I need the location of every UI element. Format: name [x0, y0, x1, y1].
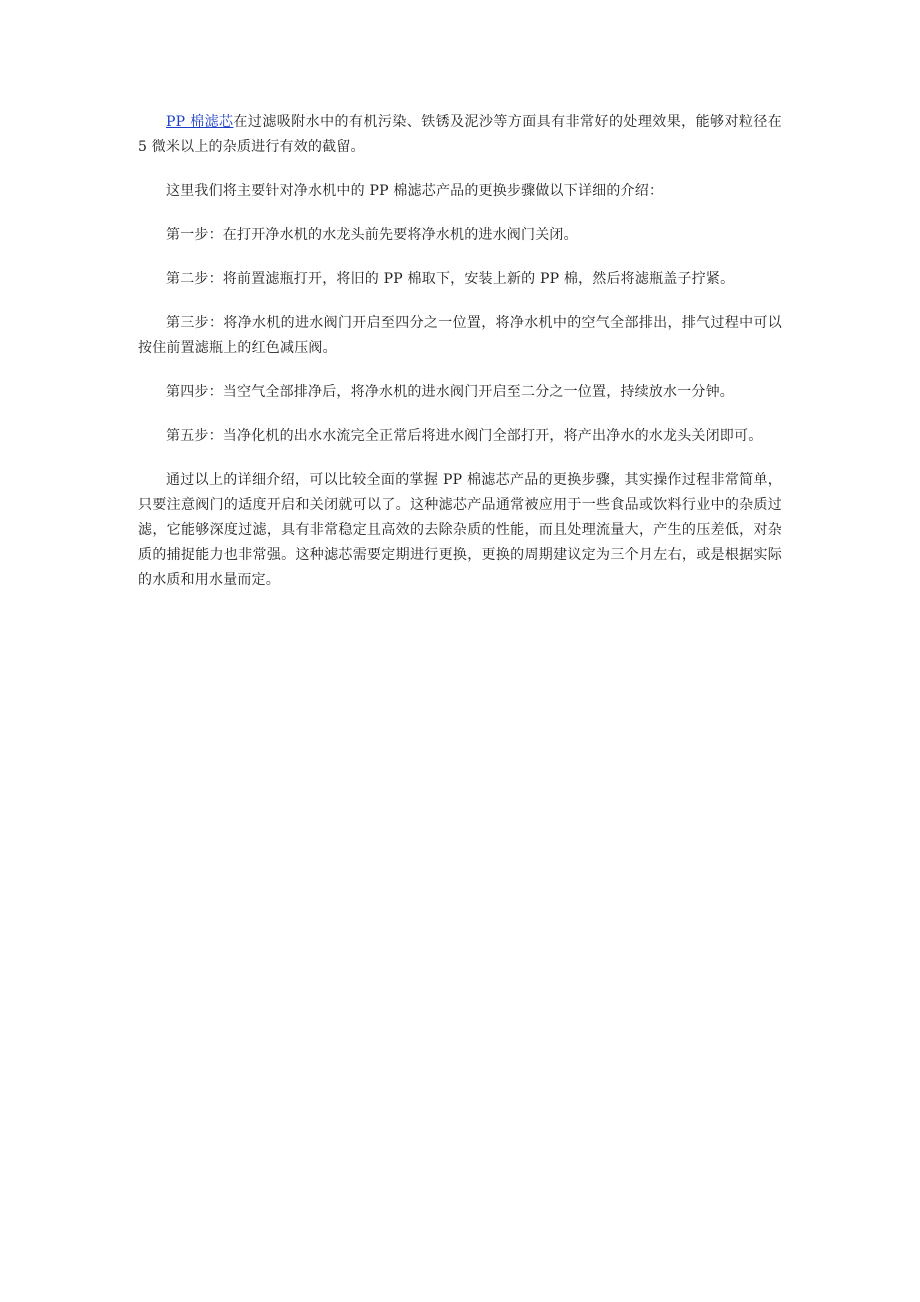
step-three-paragraph: 第三步：将净水机的进水阀门开启至四分之一位置，将净水机中的空气全部排出，排气过程中可以按住前置滤瓶上的红色减压阀。	[138, 315, 782, 356]
pp-filter-link[interactable]: PP 棉滤芯	[166, 114, 234, 130]
step-five-paragraph: 第五步：当净化机的出水水流完全正常后将进水阀门全部打开，将产出净水的水龙头关闭即可。	[166, 428, 763, 444]
step-four-paragraph: 第四步：当空气全部排净后，将净水机的进水阀门开启至二分之一位置，持续放水一分钟。	[166, 384, 734, 400]
intro-paragraph	[138, 110, 782, 160]
step-two-paragraph: 第二步：将前置滤瓶打开，将旧的 PP 棉取下，安装上新的 PP 棉，然后将滤瓶盖子拧紧。	[166, 271, 735, 287]
step-one-paragraph: 第一步：在打开净水机的水龙头前先要将净水机的进水阀门关闭。	[166, 227, 578, 243]
overview-paragraph: 这里我们将主要针对净水机中的 PP 棉滤芯产品的更换步骤做以下详细的介绍：	[166, 183, 664, 199]
summary-paragraph: 通过以上的详细介绍，可以比较全面的掌握 PP 棉滤芯产品的更换步骤，其实操作过程非常简单，只要注意阀门的适度开启和关闭就可以了。这种滤芯产品通常被应用于一些食品或饮料行业中的杂质过滤，它能够深度过滤，具有非常稳定且高效的去除杂质的性能，而且处理流量大，产生的压差低，对杂质的捕捉能力也非常强。这种滤芯需要定期进行更换，更换的周期建议定为三个月左右，或是根据实际的水质和用水量而定。	[138, 472, 782, 588]
intro-text: 在过滤吸附水中的有机污染、铁锈及泥沙等方面具有非常好的处理效果，能够对粒径在 5 微米以上的杂质进行有效的截留。	[138, 114, 782, 155]
document-body	[138, 110, 782, 593]
